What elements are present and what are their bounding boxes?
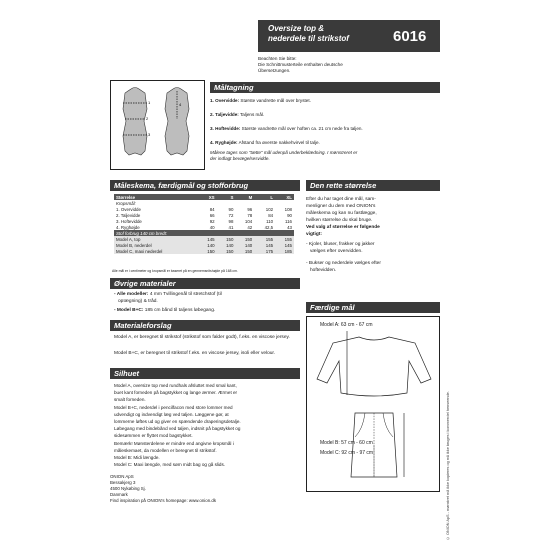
svg-text:3: 3: [148, 132, 151, 137]
rette-text: [306, 196, 440, 274]
table-cell: 3. Hoftevidde: [116, 218, 142, 224]
table-cell: 72: [228, 212, 234, 218]
measure-note-2: der indlagt bevægelsesvidde.: [210, 156, 270, 161]
faerdige-heading: Færdige mål: [306, 302, 440, 313]
pattern-number: 6016: [393, 28, 427, 45]
stofforbrug-label: Stof forbrug 140 cm bredt:: [116, 230, 168, 236]
silhuet-line: Model C: Maxi længde, med søm midt bag og gå slids.: [114, 462, 226, 468]
materiale-p1: Model A, er beregnet til strikstof (strikstof som falder godt), f.eks. en viscose jersey.: [114, 335, 290, 340]
measure-item-4-text: Afstand fra øverste nakkehvirvel til talje.: [238, 140, 320, 145]
measure-item-1-num: 1.: [210, 98, 214, 103]
table-cell: 90: [228, 206, 234, 212]
german-note-1: Beachten Sie bitte:: [258, 56, 297, 61]
rette-p-line: Efter du har taget dine mål, sam-: [306, 197, 376, 202]
title-line-2: nederdele til strikstof: [268, 34, 349, 43]
rette-bold-line: vigtigt:: [306, 232, 322, 237]
table-cell: 140: [207, 242, 215, 248]
size-col-1: XS: [208, 194, 215, 200]
silhuet-line: Bemærk! Mønsterdelene er mindre end angivne kropsmål i: [114, 440, 234, 446]
table-cell: 104: [244, 218, 253, 224]
table-cell: 92: [209, 218, 215, 224]
svg-text:2: 2: [146, 116, 149, 121]
silhuet-line: måleskemaet, da modellen er beregnet til strikstof.: [114, 447, 217, 453]
model-b-measure: Model B: 57 cm - 60 cm: [320, 440, 373, 446]
measure-item-2: [210, 112, 440, 118]
table-cell: 98: [228, 218, 234, 224]
ovrige-line-3-text: 185 cm bånd til taljens løbegang.: [144, 308, 216, 313]
table-cell: 102: [265, 206, 274, 212]
table-cell: 145: [265, 242, 274, 248]
table-footnote: Alle mål er i centimeter og kropsmål er baseret på en gennemsnitshøjde på 168 cm.: [112, 269, 238, 273]
footer-company: ONION ApS: [110, 474, 134, 479]
body-figure: [110, 80, 205, 170]
table-cell: 150: [226, 236, 234, 242]
silhuet-line: Model B+C, nederdel i pencilfacon med store lommer med: [114, 404, 233, 410]
table-cell: 2. Taljevidde: [116, 212, 141, 218]
size-col-0: Størrelse: [116, 194, 136, 200]
footer-inspiration: Find inspiration på ONION's homepage: www.onion.dk: [110, 498, 217, 503]
title-line-1: Oversize top &: [268, 24, 325, 33]
rette-p-line: måleskema og kan nu fastlægge,: [306, 211, 377, 216]
table-cell: 185: [284, 248, 292, 254]
table-cell: Model A, top: [116, 236, 141, 242]
german-note-2: Die Schnittmusterteile enthalten deutsche: [258, 62, 343, 67]
body-measurement-illustration: [111, 81, 206, 171]
table-cell: 40: [209, 224, 215, 230]
ovrige-line-1-text: 4 mm Tvillingenål til stretchstof (til: [149, 292, 222, 297]
materiale-p2: Model B+C, er beregnet til strikstof f.eks. en viscose jersey, isoli eller velour.: [114, 351, 276, 356]
table-cell: 43: [287, 224, 292, 230]
silhuet-line: sidesømmen er flyttet mod bagstykket.: [114, 433, 193, 439]
copyright-notice: © ONION ApS - mønstret må ikke kopieres og må ikke bruges i kommerciel henseende.: [446, 391, 450, 540]
table-cell: 150: [207, 248, 215, 254]
german-note-3: Übersetzungen.: [258, 68, 291, 73]
silhuet-text: [114, 382, 304, 468]
table-cell: 42,5: [264, 224, 274, 230]
maaleskema-heading: Måleskema, færdigmål og stofforbrug: [110, 180, 300, 191]
footer-street: Bessakjerg 3: [110, 480, 136, 485]
table-cell: 155: [284, 236, 292, 242]
size-table: [114, 194, 294, 254]
rette-p-line: menligner du dem med ONION's: [306, 204, 376, 209]
silhuet-line: udvendigt og indvendigt læg ved taljen. Læggene gør, at: [114, 411, 229, 417]
ovrige-line-3: [114, 308, 300, 314]
garment-illustration: [307, 317, 441, 493]
maaltagning-heading: Måltagning: [210, 82, 440, 93]
ovrige-heading: Øvrige materialer: [110, 278, 300, 289]
silhuet-line: buet kant forneden på bagstykket og lange ærmer. Ærmet er: [114, 390, 238, 396]
table-cell: 140: [244, 242, 253, 248]
table-cell: 90: [287, 212, 292, 218]
measure-note-1: Målene tages som "tætte" mål udenpå underbeklædning. I mønstreret er: [210, 150, 358, 155]
measure-item-3-text: Største vandrette mål over hoften ca. 21 cm nede fra taljen.: [241, 126, 363, 131]
table-cell: 116: [285, 218, 292, 224]
table-cell: 150: [244, 236, 253, 242]
table-cell: 78: [247, 212, 253, 218]
rette-list-line: - Bukser og nederdele vælges efter: [306, 261, 381, 266]
size-col-4: L: [270, 194, 274, 200]
ovrige-line-3-label: - Model B+C:: [114, 308, 144, 313]
size-col-5: XL: [286, 194, 292, 200]
measure-item-4-label: Ryghøjde:: [215, 140, 238, 145]
table-cell: 175: [265, 248, 274, 254]
size-col-2: S: [230, 194, 234, 200]
measure-item-1-text: Største vandrette mål over brystet.: [240, 98, 311, 103]
silhuet-heading: Silhuet: [110, 368, 300, 379]
size-col-3: M: [248, 194, 253, 200]
table-cell: 150: [244, 248, 253, 254]
measure-item-3-num: 3.: [210, 126, 214, 131]
silhuet-line: smalt forneden.: [114, 397, 146, 403]
table-cell: 155: [265, 236, 274, 242]
measure-item-2-text: Taljens mål.: [239, 112, 265, 117]
table-cell: 96: [247, 206, 253, 212]
rette-bold-line: Ved valg af størrelse er følgende: [306, 225, 380, 230]
rette-p-line: hvilken størrelse du skal bruge.: [306, 218, 373, 223]
rette-list-line: - Kjoler, bluser, frakker og jakker: [306, 242, 375, 247]
svg-text:4: 4: [179, 102, 182, 107]
measure-item-2-label: Taljevidde:: [215, 112, 239, 117]
footer-city: 4500 Nykøbing Sj.: [110, 486, 146, 491]
table-cell: 145: [284, 242, 292, 248]
table-cell: Model B, nederdel: [116, 242, 152, 248]
svg-text:1: 1: [148, 100, 151, 105]
rette-list-line: hoftevidden.: [310, 268, 337, 273]
table-cell: 84: [209, 206, 215, 212]
measure-item-4-num: 4.: [210, 140, 214, 145]
table-cell: 110: [266, 218, 274, 224]
silhuet-line: Model A, oversize top med rundhals afsluttet med smal kant,: [114, 383, 237, 388]
table-row: [114, 248, 294, 254]
silhuet-line: lommerne løftes ud og giver en spændende draperingsdetalje.: [114, 419, 241, 425]
measure-item-1: [210, 98, 440, 104]
table-cell: 41: [228, 224, 234, 230]
model-a-measure: Model A: 63 cm - 67 cm: [320, 322, 373, 328]
kropsmaal-label: Kropsmål:: [116, 200, 136, 206]
measure-item-1-label: Overvidde:: [215, 98, 240, 103]
size-table-wrap: [114, 194, 294, 254]
table-cell: 140: [226, 242, 234, 248]
table-cell: 145: [207, 236, 215, 242]
footer-address: [110, 474, 310, 504]
table-cell: 42: [247, 224, 253, 230]
silhuet-line: Model B: Midi længde.: [114, 455, 160, 461]
silhuet-line: Løbegang med bindebånd ved taljen, indsnit på bagstykket og: [114, 426, 241, 432]
measure-item-4: [210, 140, 440, 146]
top-body-shape: [317, 337, 431, 396]
garment-figure: [306, 316, 440, 492]
table-cell: 66: [209, 212, 215, 218]
table-cell: 1. Overvidde: [116, 206, 141, 212]
model-c-measure: Model C: 92 cm - 97 cm: [320, 450, 374, 456]
table-cell: 4. Ryghøjde: [116, 224, 140, 230]
ovrige-line-1-label: - Alle modeller:: [114, 292, 149, 297]
measure-item-2-num: 2.: [210, 112, 214, 117]
measure-item-3-label: Hoftevidde:: [215, 126, 241, 131]
rette-heading: Den rette størrelse: [306, 180, 440, 191]
pattern-sheet: [110, 20, 440, 530]
table-cell: 84: [268, 212, 274, 218]
table-cell: Model C, maxi nederdel: [116, 248, 163, 254]
measure-item-3: [210, 126, 440, 132]
ovrige-line-1: [114, 292, 300, 298]
ovrige-line-2: opIægning) & tråd.: [118, 299, 158, 304]
table-cell: 108: [284, 206, 292, 212]
rette-list-line: vælges efter overvidden.: [310, 249, 363, 254]
table-cell: 150: [226, 248, 234, 254]
footer-country: Danmark: [110, 492, 128, 497]
materiale-heading: Materialeforslag: [110, 320, 300, 331]
